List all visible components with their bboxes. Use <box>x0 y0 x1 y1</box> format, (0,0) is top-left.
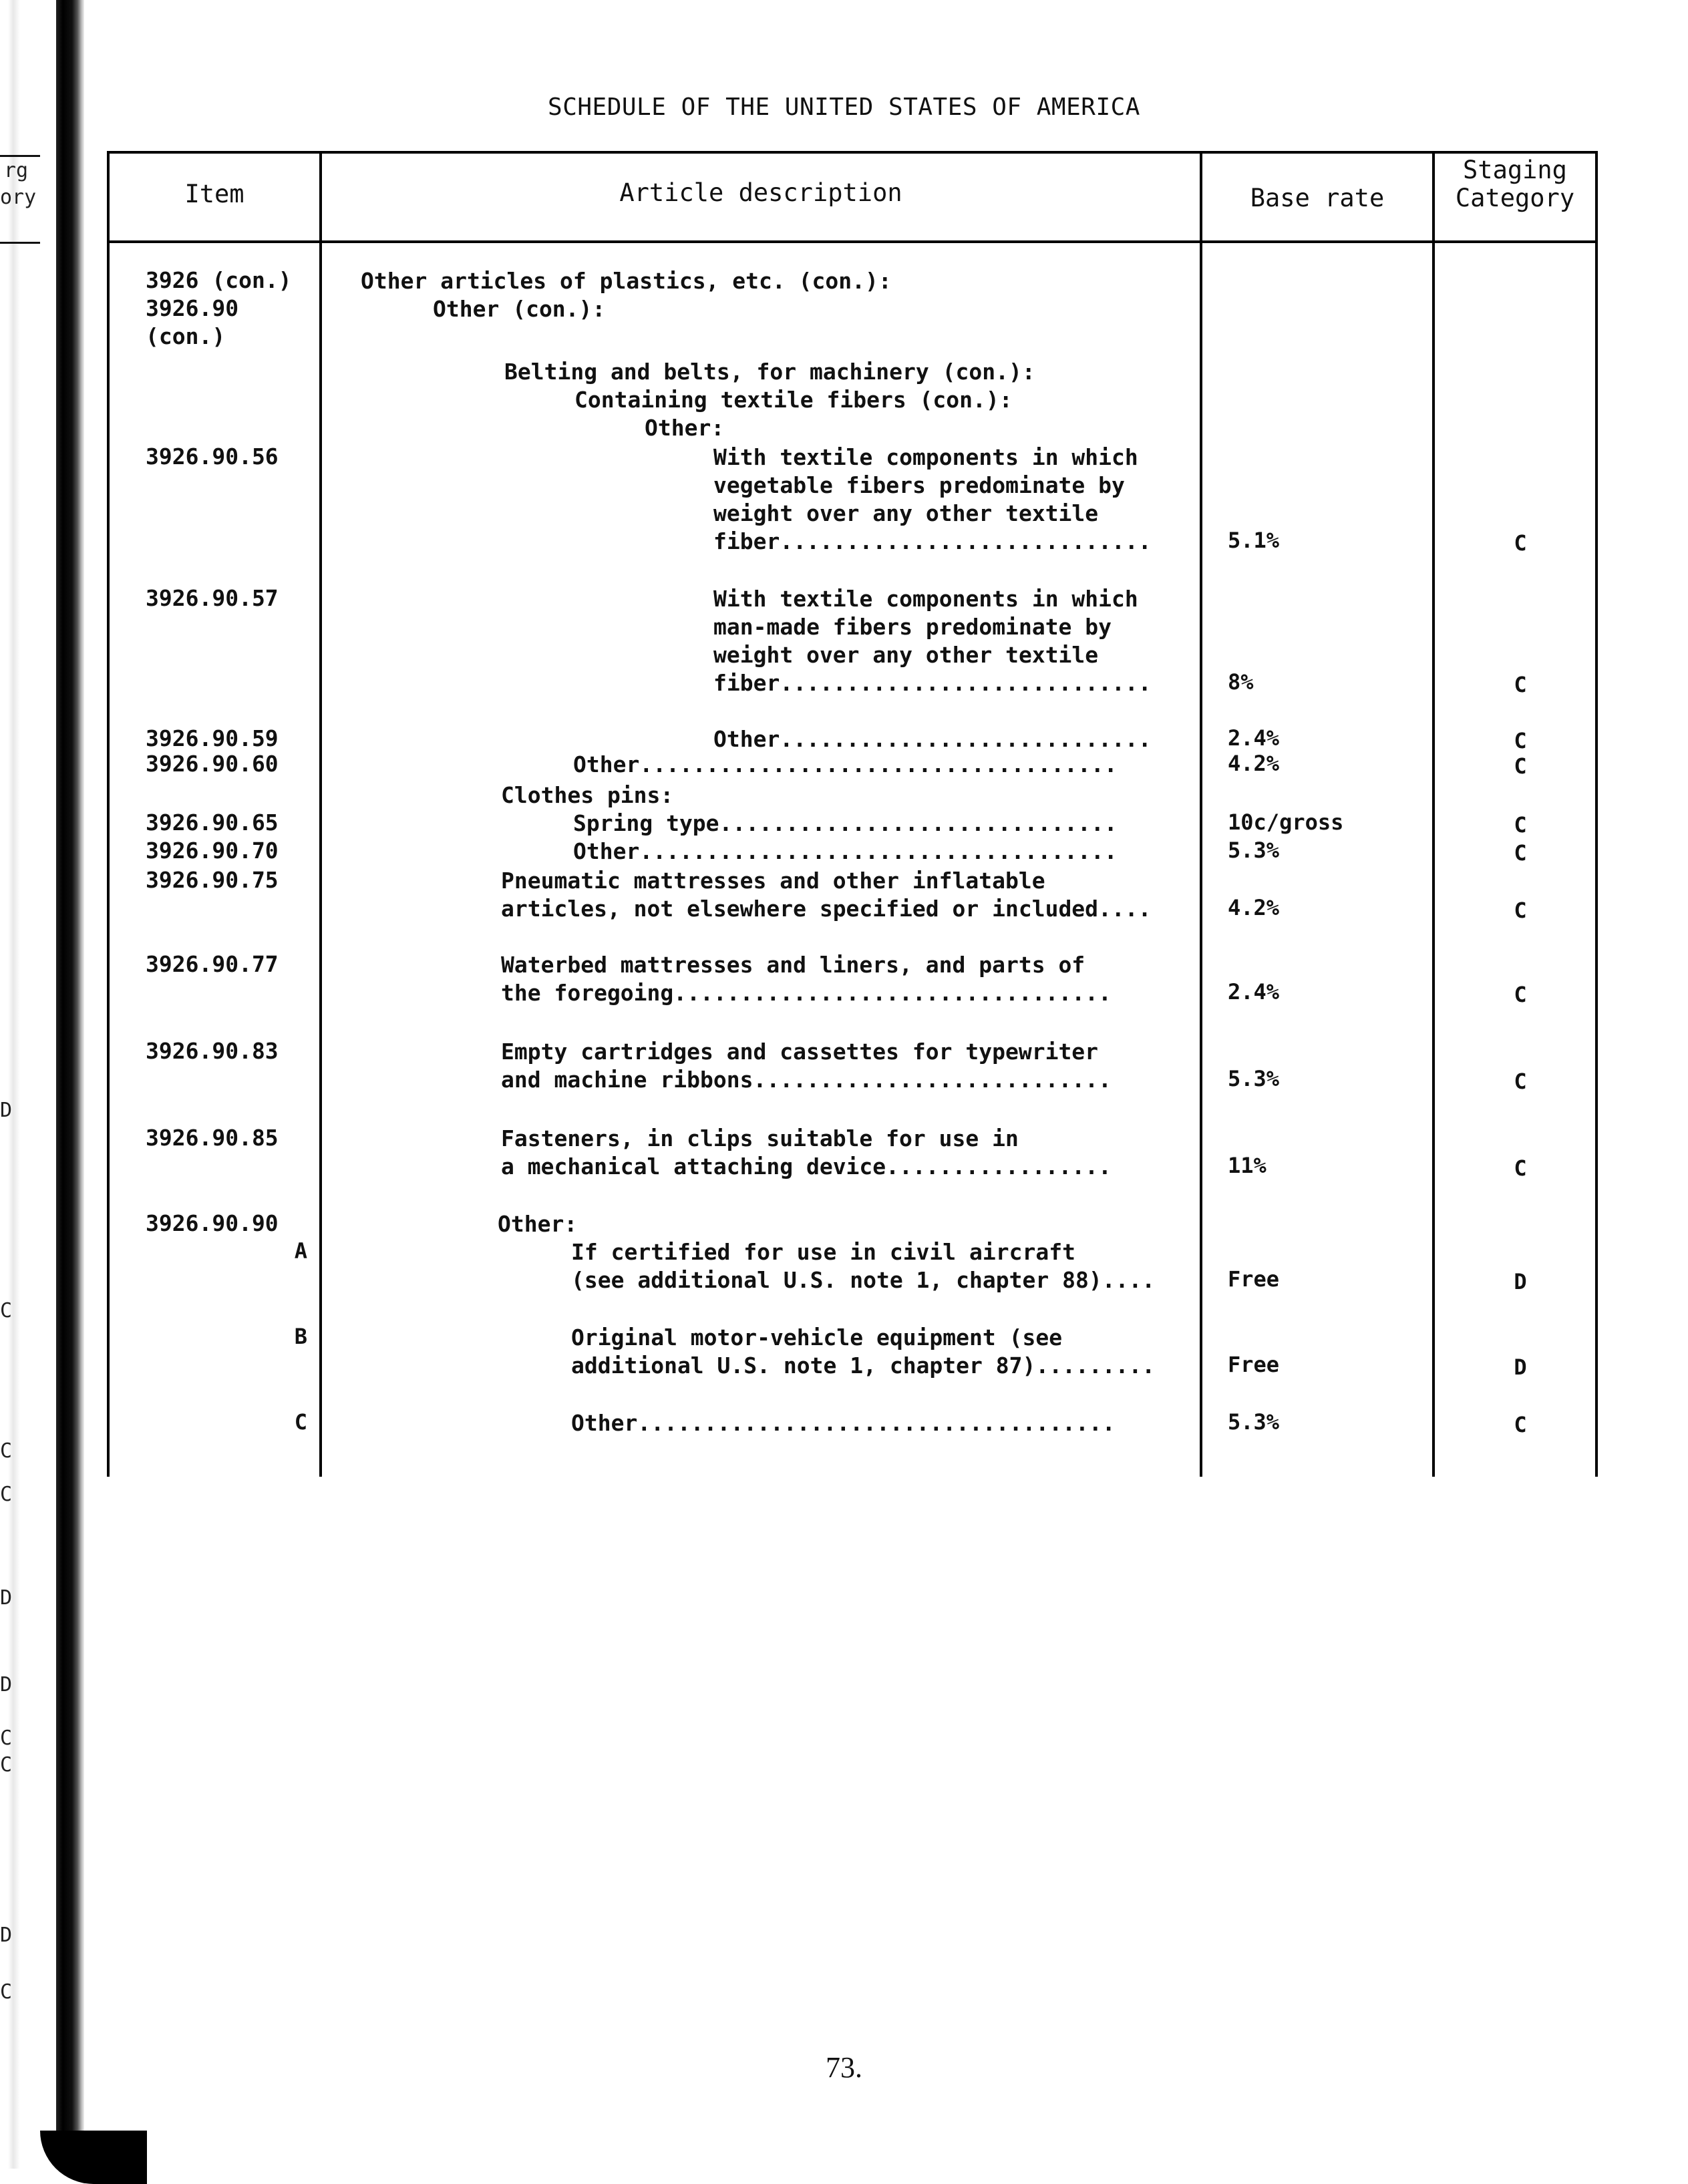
base-rate: 4.2% <box>1228 751 1280 776</box>
staging-category: C <box>1514 840 1527 866</box>
article-description: Other: <box>645 415 725 441</box>
article-description: Fasteners, in clips suitable for use in <box>501 1125 1019 1151</box>
header-bottom-rule <box>107 240 1598 243</box>
article-description: fiber............................ <box>713 528 1152 554</box>
item-number: 3926.90 <box>146 295 239 321</box>
article-description: a mechanical attaching device................. <box>501 1153 1112 1179</box>
item-number: 3926.90.56 <box>146 443 279 470</box>
base-rate: 11% <box>1228 1153 1267 1178</box>
page-number: 73. <box>826 2051 862 2084</box>
item-number: 3926.90.83 <box>146 1038 279 1064</box>
subitem-letter: C <box>294 1409 307 1435</box>
table-top-rule <box>107 151 1598 154</box>
prev-page-rule <box>0 242 40 244</box>
item-number: 3926.90.77 <box>146 951 279 977</box>
prev-page-letter: D <box>0 1924 13 1947</box>
staging-category: C <box>1514 898 1527 923</box>
article-description: Waterbed mattresses and liners, and parts of <box>501 952 1085 978</box>
article-description: articles, not elsewhere specified or included.... <box>501 896 1152 922</box>
staging-category: C <box>1514 1155 1527 1181</box>
item-number: 3926.90.57 <box>146 585 279 611</box>
base-rate: 10c/gross <box>1228 809 1344 835</box>
staging-category: C <box>1514 982 1527 1007</box>
item-number: 3926 (con.) <box>146 267 292 293</box>
base-rate: 8% <box>1228 669 1254 695</box>
description-column-rule <box>1200 151 1202 1477</box>
base-rate: 5.1% <box>1228 528 1280 553</box>
base-rate: 4.2% <box>1228 895 1280 920</box>
article-description: With textile components in which <box>713 586 1138 612</box>
article-description: Other: <box>498 1211 578 1237</box>
subitem-letter: B <box>294 1324 307 1349</box>
article-description: weight over any other textile <box>713 500 1099 526</box>
staging-category: C <box>1514 728 1527 753</box>
page-title: SCHEDULE OF THE UNITED STATES OF AMERICA <box>548 94 1140 121</box>
article-description: With textile components in which <box>713 444 1138 470</box>
article-description: Other.................................... <box>571 1410 1116 1436</box>
base-rate: Free <box>1228 1266 1280 1292</box>
header-staging-category: Staging Category <box>1455 156 1575 212</box>
header-base-rate: Base rate <box>1250 184 1385 212</box>
base-rate: Free <box>1228 1352 1280 1377</box>
staging-category: D <box>1514 1354 1527 1380</box>
item-number: 3926.90.85 <box>146 1125 279 1151</box>
article-description: Other articles of plastics, etc. (con.): <box>361 268 892 294</box>
item-number: 3926.90.90 <box>146 1210 279 1236</box>
table-left-rule <box>107 151 110 1477</box>
article-description: Other (con.): <box>433 296 606 322</box>
article-description: Containing textile fibers (con.): <box>574 387 1013 413</box>
prev-page-letter: C <box>0 1726 13 1750</box>
article-description: Belting and belts, for machinery (con.): <box>504 359 1035 385</box>
staging-category: C <box>1514 753 1527 779</box>
rate-column-rule <box>1432 151 1435 1477</box>
staging-category: C <box>1514 1069 1527 1094</box>
prev-page-letter: C <box>0 1980 13 2004</box>
subitem-letter: A <box>294 1238 307 1264</box>
article-description: If certified for use in civil aircraft <box>571 1239 1075 1265</box>
article-description: Spring type.............................. <box>573 810 1118 836</box>
prev-page-header-1: rg <box>4 159 29 182</box>
article-description: (see additional U.S. note 1, chapter 88).... <box>571 1267 1156 1293</box>
article-description: Pneumatic mattresses and other inflatable <box>501 868 1045 894</box>
book-binding <box>56 0 84 2169</box>
staging-category: C <box>1514 672 1527 697</box>
article-description: Other.................................... <box>573 838 1118 864</box>
header-item: Item <box>184 180 244 208</box>
item-number: 3926.90.65 <box>146 809 279 836</box>
base-rate: 2.4% <box>1228 979 1280 1005</box>
prev-page-letter: D <box>0 1586 13 1610</box>
staging-category: C <box>1514 530 1527 556</box>
item-number: 3926.90.70 <box>146 838 279 864</box>
base-rate: 5.3% <box>1228 1409 1280 1435</box>
prev-page-letter: C <box>0 1299 13 1322</box>
article-description: additional U.S. note 1, chapter 87)......... <box>571 1352 1156 1379</box>
article-description: Other............................ <box>713 726 1152 752</box>
item-number: 3926.90.75 <box>146 867 279 893</box>
article-description: Other.................................... <box>573 751 1118 777</box>
article-description: and machine ribbons........................... <box>501 1067 1112 1093</box>
item-column-rule <box>319 151 322 1477</box>
article-description: fiber............................ <box>713 670 1152 696</box>
prev-page-letter: C <box>0 1439 13 1463</box>
article-description: man-made fibers predominate by <box>713 614 1112 640</box>
base-rate: 5.3% <box>1228 1066 1280 1091</box>
prev-page-rule <box>0 155 40 157</box>
staging-category: D <box>1514 1269 1527 1294</box>
table-right-rule <box>1595 151 1598 1477</box>
article-description: vegetable fibers predominate by <box>713 472 1125 498</box>
article-description: weight over any other textile <box>713 642 1099 668</box>
article-description: the foregoing................................. <box>501 980 1112 1006</box>
item-number: 3926.90.60 <box>146 751 279 777</box>
staging-category: C <box>1514 812 1527 838</box>
article-description: Original motor-vehicle equipment (see <box>571 1324 1063 1350</box>
prev-page-letter: D <box>0 1673 13 1696</box>
item-number: (con.) <box>146 323 226 349</box>
item-number: 3926.90.59 <box>146 725 279 751</box>
header-article-description: Article description <box>619 178 902 207</box>
scan-margin <box>0 0 52 2169</box>
article-description: Empty cartridges and cassettes for typewriter <box>501 1039 1099 1065</box>
prev-page-letter: C <box>0 1753 13 1777</box>
prev-page-letter: D <box>0 1099 13 1122</box>
article-description: Clothes pins: <box>501 782 674 808</box>
staging-category: C <box>1514 1412 1527 1437</box>
binding-curl <box>40 2131 147 2184</box>
prev-page-header-2: ory <box>0 186 37 209</box>
base-rate: 5.3% <box>1228 838 1280 863</box>
prev-page-letter: C <box>0 1483 13 1506</box>
base-rate: 2.4% <box>1228 725 1280 751</box>
